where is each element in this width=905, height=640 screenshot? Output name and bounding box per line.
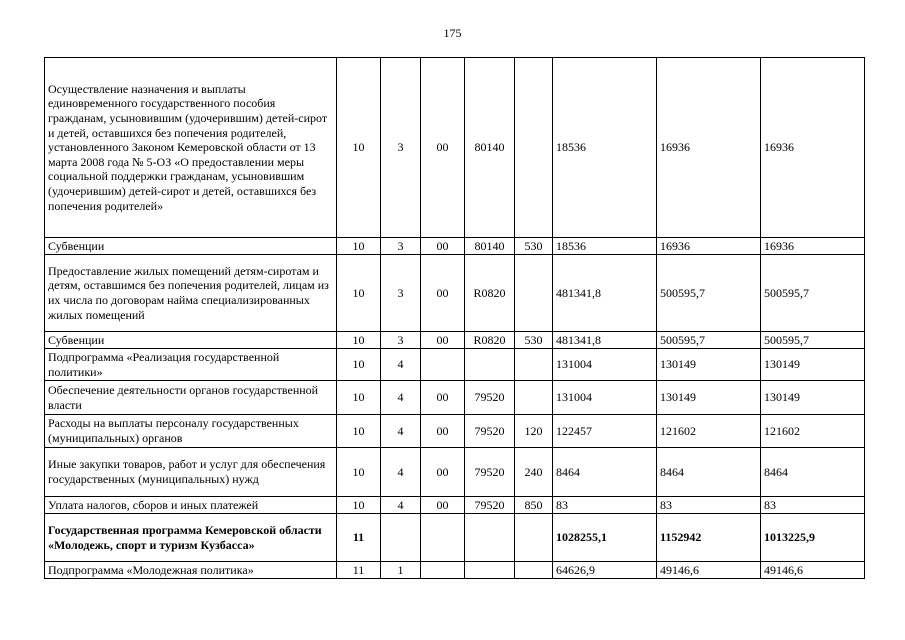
row-subsection: 4 — [381, 381, 421, 415]
row-section: 10 — [337, 349, 381, 381]
row-program — [421, 349, 465, 381]
row-value-2020: 83 — [657, 497, 761, 514]
row-value-2019: 481341,8 — [553, 332, 657, 349]
row-value-2019: 122457 — [553, 415, 657, 448]
row-name: Подпрограмма «Молодежная политика» — [45, 562, 337, 579]
row-section: 10 — [337, 381, 381, 415]
row-subsection — [381, 514, 421, 562]
row-program: 00 — [421, 381, 465, 415]
row-section: 11 — [337, 514, 381, 562]
row-subsection: 4 — [381, 415, 421, 448]
row-program: 00 — [421, 238, 465, 255]
table-row — [45, 448, 865, 497]
row-subsection: 3 — [381, 58, 421, 238]
row-value-2019: 18536 — [553, 238, 657, 255]
row-article — [465, 562, 515, 579]
table-row — [45, 58, 865, 238]
row-article — [465, 514, 515, 562]
row-name: Подпрограмма «Реализация государственной политики» — [45, 349, 337, 381]
row-expense-type — [515, 381, 553, 415]
row-value-2020: 500595,7 — [657, 255, 761, 332]
row-value-2020: 49146,6 — [657, 562, 761, 579]
row-expense-type: 120 — [515, 415, 553, 448]
row-name: Уплата налогов, сборов и иных платежей — [45, 497, 337, 514]
row-program: 00 — [421, 255, 465, 332]
row-article: 79520 — [465, 497, 515, 514]
row-value-2021: 500595,7 — [761, 255, 865, 332]
row-subsection: 1 — [381, 562, 421, 579]
row-value-2019: 8464 — [553, 448, 657, 497]
row-section: 10 — [337, 238, 381, 255]
row-expense-type — [515, 349, 553, 381]
row-value-2021: 16936 — [761, 58, 865, 238]
row-value-2019: 481341,8 — [553, 255, 657, 332]
row-article: R0820 — [465, 255, 515, 332]
table-row — [45, 514, 865, 562]
budget-table — [44, 57, 865, 579]
row-value-2020: 121602 — [657, 415, 761, 448]
row-value-2020: 500595,7 — [657, 332, 761, 349]
row-name: Иные закупки товаров, работ и услуг для обеспечения государственных (муниципальных) нужд — [45, 448, 337, 497]
row-value-2021: 1013225,9 — [761, 514, 865, 562]
row-name: Субвенции — [45, 238, 337, 255]
row-value-2019: 18536 — [553, 58, 657, 238]
row-name: Государственная программа Кемеровской области «Молодежь, спорт и туризм Кузбасса» — [45, 514, 337, 562]
row-section: 10 — [337, 497, 381, 514]
row-expense-type: 530 — [515, 238, 553, 255]
row-program: 00 — [421, 415, 465, 448]
row-section: 11 — [337, 562, 381, 579]
table-row — [45, 562, 865, 579]
row-name: Предоставление жилых помещений детям-сиротам и детям, оставшимся без попечения родителей, лицам из их числа по договорам найма специализированных жилых помещений — [45, 255, 337, 332]
row-section: 10 — [337, 255, 381, 332]
row-name: Обеспечение деятельности органов государственной власти — [45, 381, 337, 415]
row-subsection: 3 — [381, 238, 421, 255]
row-expense-type: 240 — [515, 448, 553, 497]
row-value-2021: 121602 — [761, 415, 865, 448]
table-row — [45, 415, 865, 448]
row-value-2020: 16936 — [657, 238, 761, 255]
row-subsection: 3 — [381, 332, 421, 349]
table-row — [45, 255, 865, 332]
table-body — [45, 58, 865, 579]
row-article: 80140 — [465, 238, 515, 255]
row-value-2021: 83 — [761, 497, 865, 514]
row-expense-type — [515, 255, 553, 332]
row-value-2021: 49146,6 — [761, 562, 865, 579]
row-section: 10 — [337, 448, 381, 497]
row-subsection: 4 — [381, 448, 421, 497]
row-value-2019: 131004 — [553, 381, 657, 415]
row-expense-type: 850 — [515, 497, 553, 514]
row-subsection: 4 — [381, 349, 421, 381]
row-value-2019: 64626,9 — [553, 562, 657, 579]
row-value-2019: 1028255,1 — [553, 514, 657, 562]
row-section: 10 — [337, 415, 381, 448]
row-program: 00 — [421, 497, 465, 514]
row-value-2021: 500595,7 — [761, 332, 865, 349]
row-program: 00 — [421, 332, 465, 349]
table-row — [45, 332, 865, 349]
table-row — [45, 381, 865, 415]
row-program — [421, 562, 465, 579]
page-number: 175 — [443, 26, 462, 40]
row-value-2019: 83 — [553, 497, 657, 514]
row-article — [465, 349, 515, 381]
row-expense-type — [515, 562, 553, 579]
table-row — [45, 349, 865, 381]
row-program — [421, 514, 465, 562]
row-section: 10 — [337, 332, 381, 349]
row-expense-type — [515, 58, 553, 238]
row-name: Субвенции — [45, 332, 337, 349]
row-program: 00 — [421, 58, 465, 238]
row-article: 79520 — [465, 448, 515, 497]
row-article: 79520 — [465, 381, 515, 415]
row-subsection: 4 — [381, 497, 421, 514]
row-value-2020: 1152942 — [657, 514, 761, 562]
row-name: Осуществление назначения и выплаты единовременного государственного пособия гражданам, усыновившим (удочерившим) детей-сирот и детей, оставшихся без попечения родителей, установленного Законом Кемеровской области от 13 марта 2008 года № 5-ОЗ «О предоставлении меры социальной поддержки гражданам, усыновившим (удочерившим) детей-сирот и детей, оставшихся без попечения родителей» — [45, 58, 337, 238]
row-program: 00 — [421, 448, 465, 497]
row-expense-type — [515, 514, 553, 562]
table-row — [45, 238, 865, 255]
row-article: 79520 — [465, 415, 515, 448]
row-value-2021: 130149 — [761, 381, 865, 415]
row-value-2020: 130149 — [657, 349, 761, 381]
table-row — [45, 497, 865, 514]
row-article: R0820 — [465, 332, 515, 349]
row-value-2020: 16936 — [657, 58, 761, 238]
row-expense-type: 530 — [515, 332, 553, 349]
row-name: Расходы на выплаты персоналу государственных (муниципальных) органов — [45, 415, 337, 448]
row-section: 10 — [337, 58, 381, 238]
row-value-2021: 130149 — [761, 349, 865, 381]
row-subsection: 3 — [381, 255, 421, 332]
row-value-2019: 131004 — [553, 349, 657, 381]
row-value-2021: 8464 — [761, 448, 865, 497]
row-value-2020: 130149 — [657, 381, 761, 415]
row-article: 80140 — [465, 58, 515, 238]
row-value-2020: 8464 — [657, 448, 761, 497]
row-value-2021: 16936 — [761, 238, 865, 255]
